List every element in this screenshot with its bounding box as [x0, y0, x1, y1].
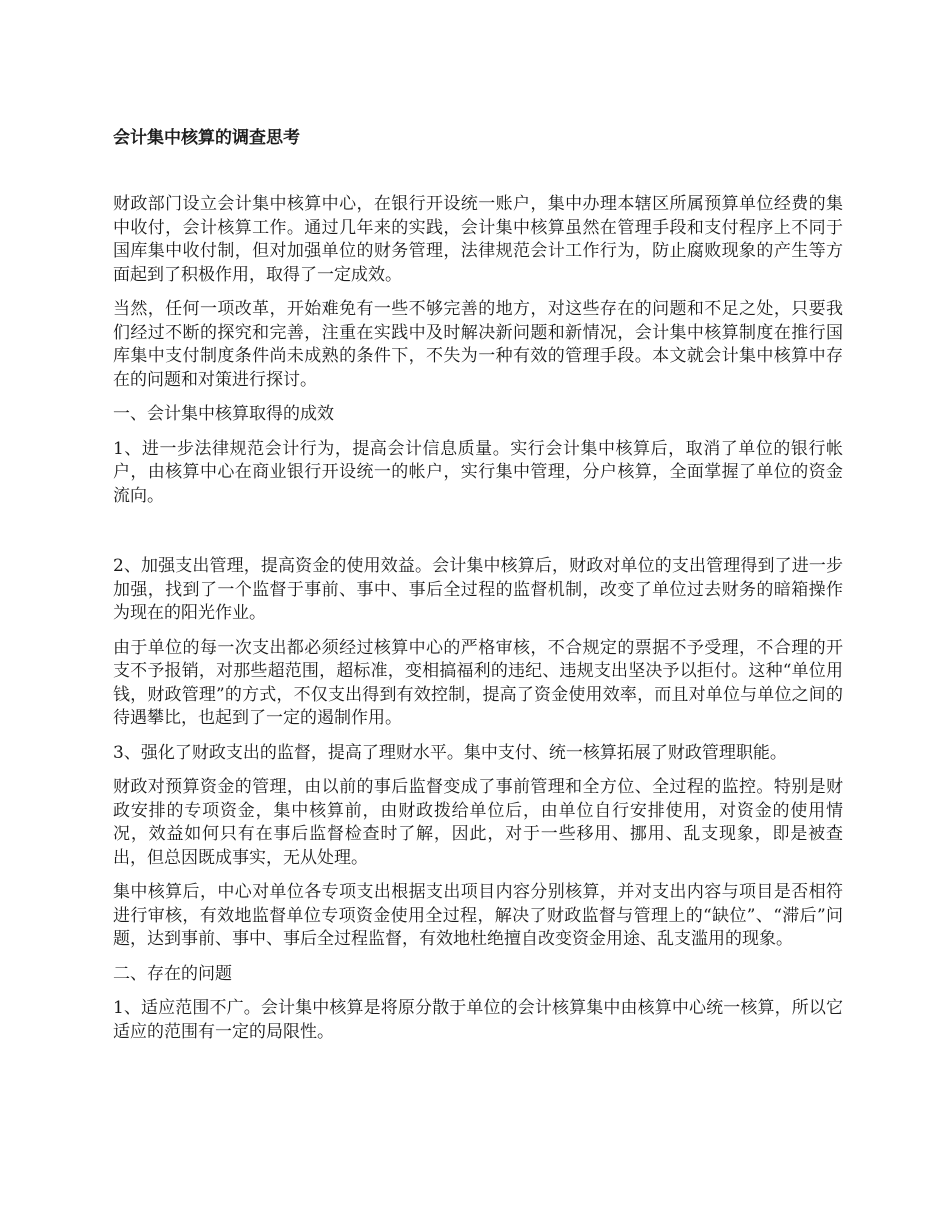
paragraph-reform: 当然，任何一项改革，开始难免有一些不够完善的地方，对这些存在的问题和不足之处，只要我们经过不断的探究和完善，注重在实践中及时解决新问题和新情况，会计集中核算制度在推行国库集中支付制度条件尚未成熟的条件下，不失为一种有效的管理手段。本文就会计集中核算中存在的问题和对策进行探讨。 [113, 299, 843, 390]
paragraph-achievement-1: 1、进一步法律规范会计行为，提高会计信息质量。实行会计集中核算后，取消了单位的银行帐户，由核算中心在商业银行开设统一的帐户，实行集中管理，分户核算，全面掌握了单位的资金流向。 [113, 438, 843, 506]
document-title: 会计集中核算的调查思考 [113, 128, 300, 148]
paragraph-supervision: 财政对预算资金的管理，由以前的事后监督变成了事前管理和全方位、全过程的监控。特别是财政安排的专项资金，集中核算前，由财政拨给单位后，由单位自行安排使用，对资金的使用情况，效益如何只有在事后监督检查时了解，因此，对于一些移用、挪用、乱支现象，即是被查出，但总因既成事实，无从处理。 [113, 777, 843, 868]
section-heading-achievements: 一、会计集中核算取得的成效 [113, 404, 334, 424]
paragraph-intro: 财政部门设立会计集中核算中心，在银行开设统一账户，集中办理本辖区所属预算单位经费的集中收付，会计核算工作。通过几年来的实践，会计集中核算虽然在管理手段和支付程序上不同于国库集中收付制，但对加强单位的财务管理，法律规范会计工作行为，防止腐败现象的产生等方面起到了积极作用，取得了一定成效。 [113, 194, 843, 285]
paragraph-audit: 由于单位的每一次支出都必须经过核算中心的严格审核，不合规定的票据不予受理，不合理的开支不予报销，对那些超范围，超标准，变相搞福利的违纪、违规支出坚决予以拒付。这种“单位用钱，财政管理”的方式，不仅支出得到有效控制，提高了资金使用效率，而且对单位与单位之间的待遇攀比，也起到了一定的遏制作用。 [113, 637, 843, 728]
document-body [113, 193, 843, 1055]
paragraph-special-funds: 集中核算后，中心对单位各专项支出根据支出项目内容分别核算，并对支出内容与项目是否相符进行审核，有效地监督单位专项资金使用全过程，解决了财政监督与管理上的“缺位”、“滞后”问题，达到事前、事中、事后全过程监督，有效地杜绝擅自改变资金用途、乱支滥用的现象。 [113, 882, 843, 949]
section-heading-problems: 二、存在的问题 [113, 963, 232, 984]
paragraph-achievement-2: 2、加强支出管理，提高资金的使用效益。会计集中核算后，财政对单位的支出管理得到了进一步加强，找到了一个监督于事前、事中、事后全过程的监督机制，改变了单位过去财务的暗箱操作为现在的阳光作业。 [113, 556, 843, 623]
paragraph-achievement-3: 3、强化了财政支出的监督，提高了理财水平。集中支付、统一核算拓展了财政管理职能。 [113, 742, 787, 763]
paragraph-problem-1: 1、适应范围不广。会计集中核算是将原分散于单位的会计核算集中由核算中心统一核算，所以它适应的范围有一定的局限性。 [113, 998, 843, 1042]
